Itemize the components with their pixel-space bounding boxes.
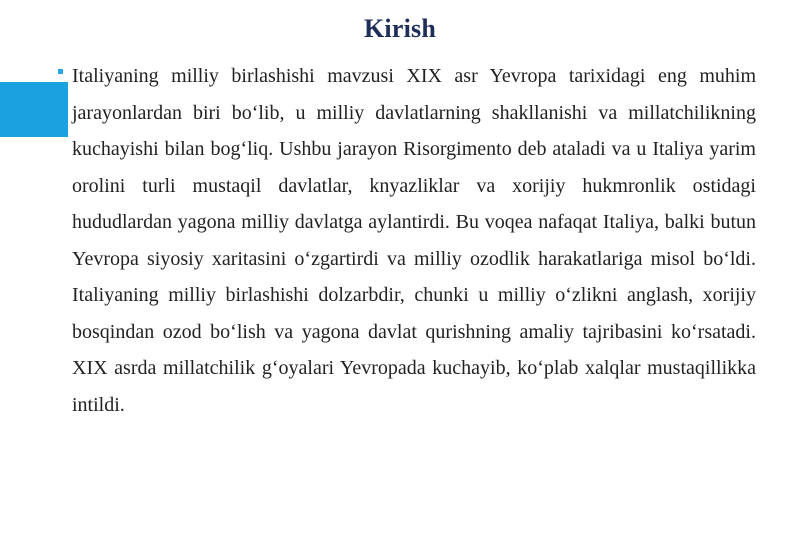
slide-title: Kirish (364, 14, 436, 43)
square-bullet-icon (58, 69, 63, 74)
body-paragraph: Italiyaning milliy birlashishi mavzusi XIX asr Yevropa tarixidagi eng muhim jarayonlardan biri bo‘lib, u milliy davlatlarning shakllanishi va millatchilikning kuchayishi bilan bog‘liq. Ushbu jarayon Risorgimento deb ataladi va u Italiya yarim orolini turli mustaqil davlatlar, knyazliklar va xorijiy hukmronlik ostidagi hududlardan yagona milliy davlatga aylantirdi. Bu voqea nafaqat Italiya, balki butun Yevropa siyosiy xaritasini o‘zgartirdi va milliy ozodlik harakatlariga misol bo‘ldi. Italiyaning milliy birlashishi dolzarbdir, chunki u milliy o‘zlikni anglash, xorijiy bosqindan ozod bo‘lish va yagona davlat qurishning amaliy tajribasini ko‘rsatadi. XIX asrda millatchilik g‘oyalari Yevropada kuchayib, ko‘plab xalqlar mustaqillikka intildi. (72, 65, 756, 416)
accent-block (0, 82, 68, 137)
